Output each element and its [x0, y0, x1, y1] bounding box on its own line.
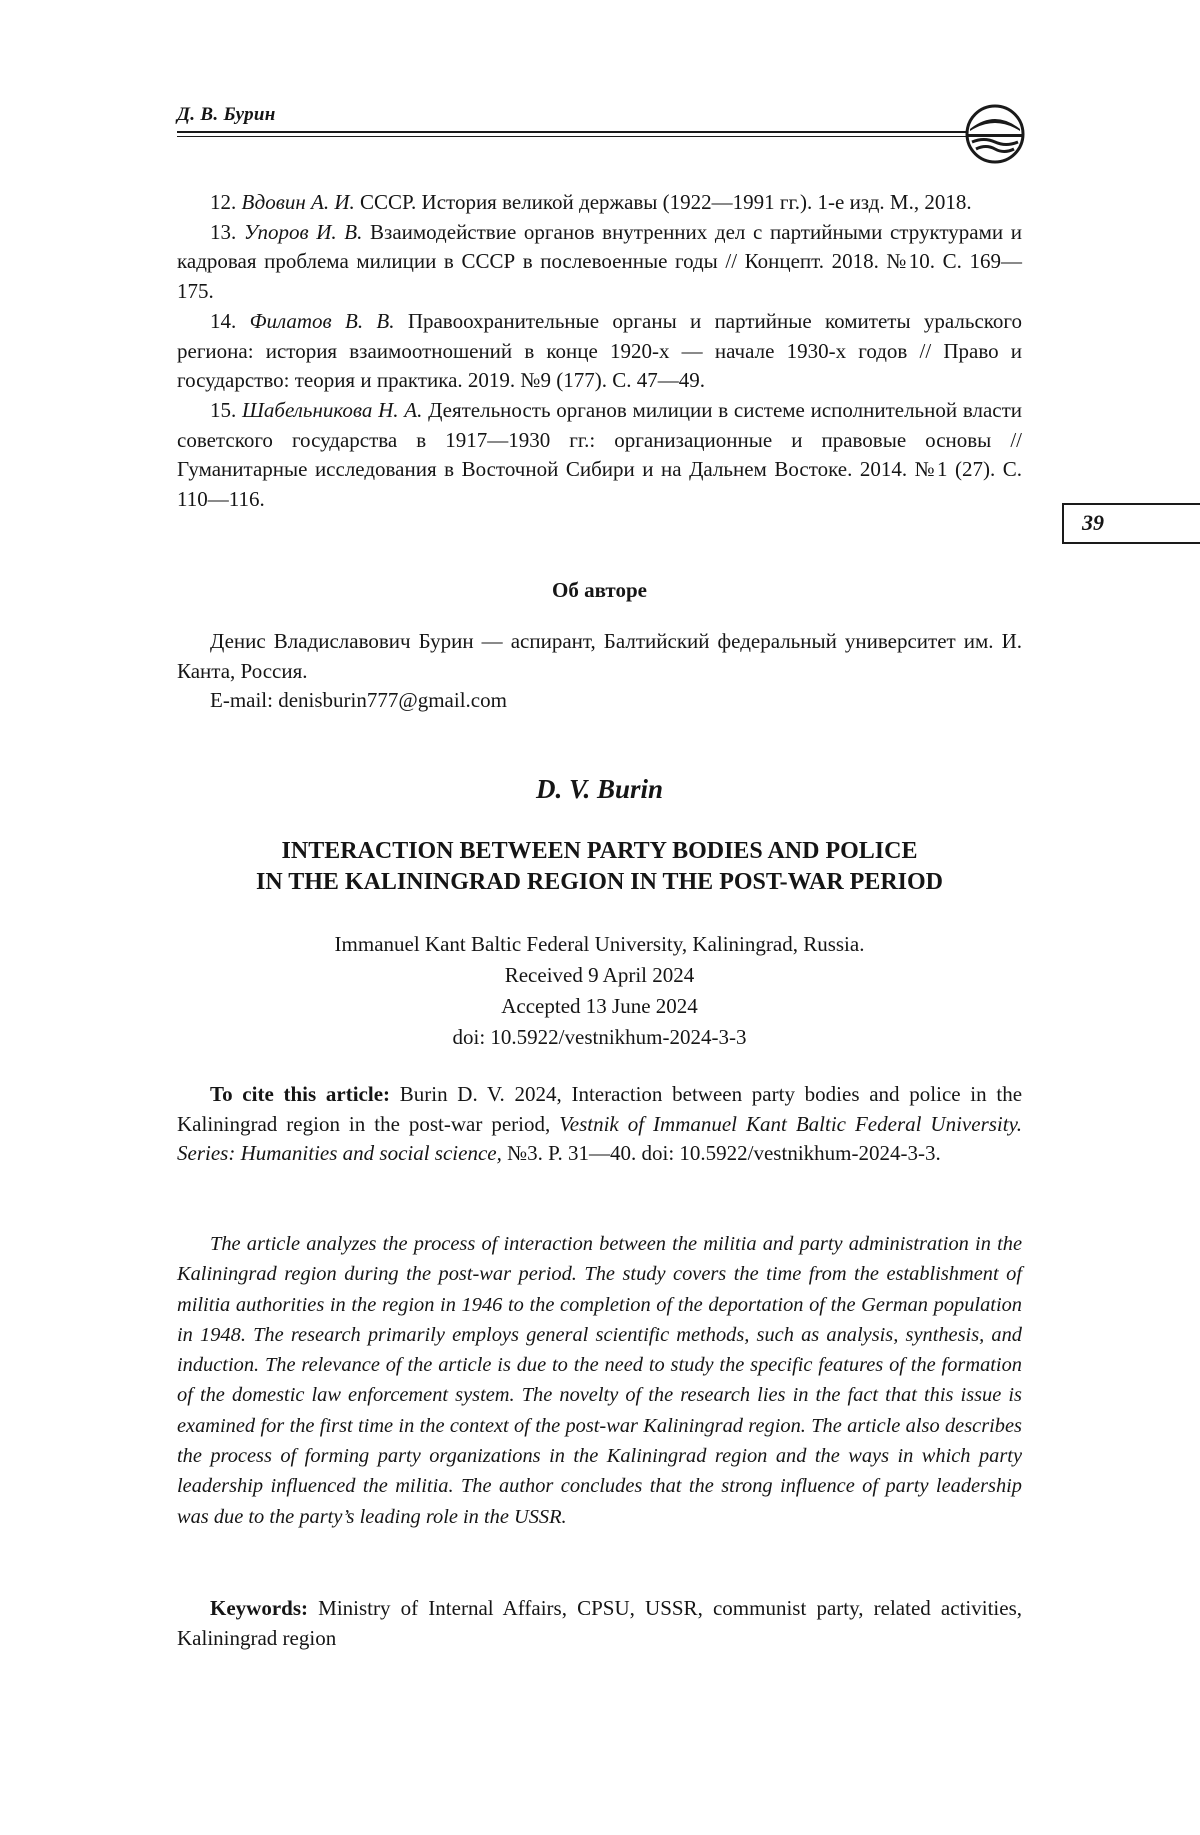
reference-item: [177, 396, 1022, 515]
reference-text: Взаимодействие органов внутренних дел с партийными структурами и кадровая проблема милиции в СССР в послевоенные годы // Концепт. 2018. №10. С. 169—175.: [177, 219, 1023, 304]
about-author-text: Денис Владиславович Бурин — аспирант, Балтийский федеральный университет им. И. Канта, Россия.: [177, 629, 1022, 683]
english-title-line: INTERACTION BETWEEN PARTY BODIES AND POLICE: [281, 838, 918, 864]
reference-text: Правоохранительные органы и партийные комитеты уральского региона: история взаимоотношений в конце 1920-х — начале 1930-х годов // Право и государство: теория и практика. 2019. №9 (177). С. 47—49.: [177, 308, 1022, 393]
journal-logo-icon: [964, 103, 1026, 165]
keywords-text: [177, 1594, 1022, 1653]
citation-body: Burin D. V. 2024, Interaction between party bodies and police in the Kaliningrad region in the post-war period,: [177, 1082, 1023, 1136]
reference-item: [177, 307, 1022, 396]
keywords-block: [177, 1594, 1022, 1653]
reference-authors: Шабельникова Н. А.: [241, 397, 423, 422]
citation-text: [177, 1080, 1022, 1169]
citation-journal: Vestnik of Immanuel Kant Baltic Federal University. Series: Humanities and social science,: [177, 1111, 1022, 1166]
reference-number: 14.: [210, 308, 237, 333]
reference-authors: Филатов В. В.: [249, 308, 395, 333]
page-number: 39: [1082, 510, 1104, 535]
english-title-line: IN THE KALININGRAD REGION IN THE POST-WAR PERIOD: [255, 869, 944, 895]
keywords-list: Ministry of Internal Affairs, CPSU, USSR, communist party, related activities, Kaliningrad region: [177, 1596, 1022, 1650]
author-email: E-mail: denisburin777@gmail.com: [210, 688, 507, 713]
accepted-date: Accepted 13 June 2024: [501, 994, 698, 1018]
affiliation: Immanuel Kant Baltic Federal University, Kaliningrad, Russia.: [334, 932, 865, 956]
citation-tail: №3. P. 31—40. doi: 10.5922/vestnikhum-2024-3-3.: [507, 1141, 941, 1166]
references-list: [177, 188, 1022, 515]
article-meta: [177, 929, 1022, 1053]
header-rule-thin: [177, 136, 967, 137]
reference-item: [177, 218, 1022, 307]
reference-number: 15.: [210, 397, 237, 422]
english-title: [177, 836, 1022, 898]
citation-block: [177, 1080, 1022, 1169]
page-number-box: [1062, 503, 1200, 544]
reference-authors: Упоров И. В.: [243, 219, 363, 244]
reference-number: 12.: [210, 190, 237, 214]
abstract: The article analyzes the process of interaction between the militia and party administration in the Kaliningrad region during the post-war period. The study covers the time from the establishment of militia authorities in the region in 1946 to the completion of the deportation of the German population in 1948. The research primarily employs general scientific methods, such as analysis, synthesis, and induction. The relevance of the article is due to the need to study the specific features of the formation of the domestic law enforcement system. The novelty of the research lies in the fact that this issue is examined for the first time in the context of the post-war Kaliningrad region. The article also describes the process of forming party organizations in the Kaliningrad region and the ways in which party leadership influenced the militia. The author concludes that the strong influence of party leadership was due to the party’s leading role in the USSR.: [177, 1233, 1022, 1528]
about-author: [177, 627, 1022, 716]
header-rule-thick: [177, 131, 967, 133]
reference-text: СССР. История великой державы (1922—1991 гг.). 1-е изд. М., 2018.: [359, 190, 972, 214]
about-author-title: Об авторе: [552, 578, 647, 602]
citation-label: To cite this article:: [210, 1082, 391, 1106]
received-date: Received 9 April 2024: [504, 963, 695, 987]
reference-number: 13.: [210, 219, 237, 244]
reference-authors: Вдовин А. И.: [241, 190, 355, 214]
reference-text: Деятельность органов милиции в системе исполнительной власти советского государства в 1917—1930 гг.: организационные и правовые основы // Гуманитарные исследования в Восточной Сибири и на Дальнем Востоке. 2014. №1 (27). С. 110—116.: [177, 397, 1023, 512]
doi: doi: 10.5922/vestnikhum-2024-3-3: [452, 1025, 747, 1049]
english-author: D. V. Burin: [535, 774, 664, 804]
keywords-label: Keywords:: [210, 1596, 308, 1620]
reference-item: [177, 188, 1022, 218]
running-head: Д. В. Бурин: [177, 104, 276, 125]
